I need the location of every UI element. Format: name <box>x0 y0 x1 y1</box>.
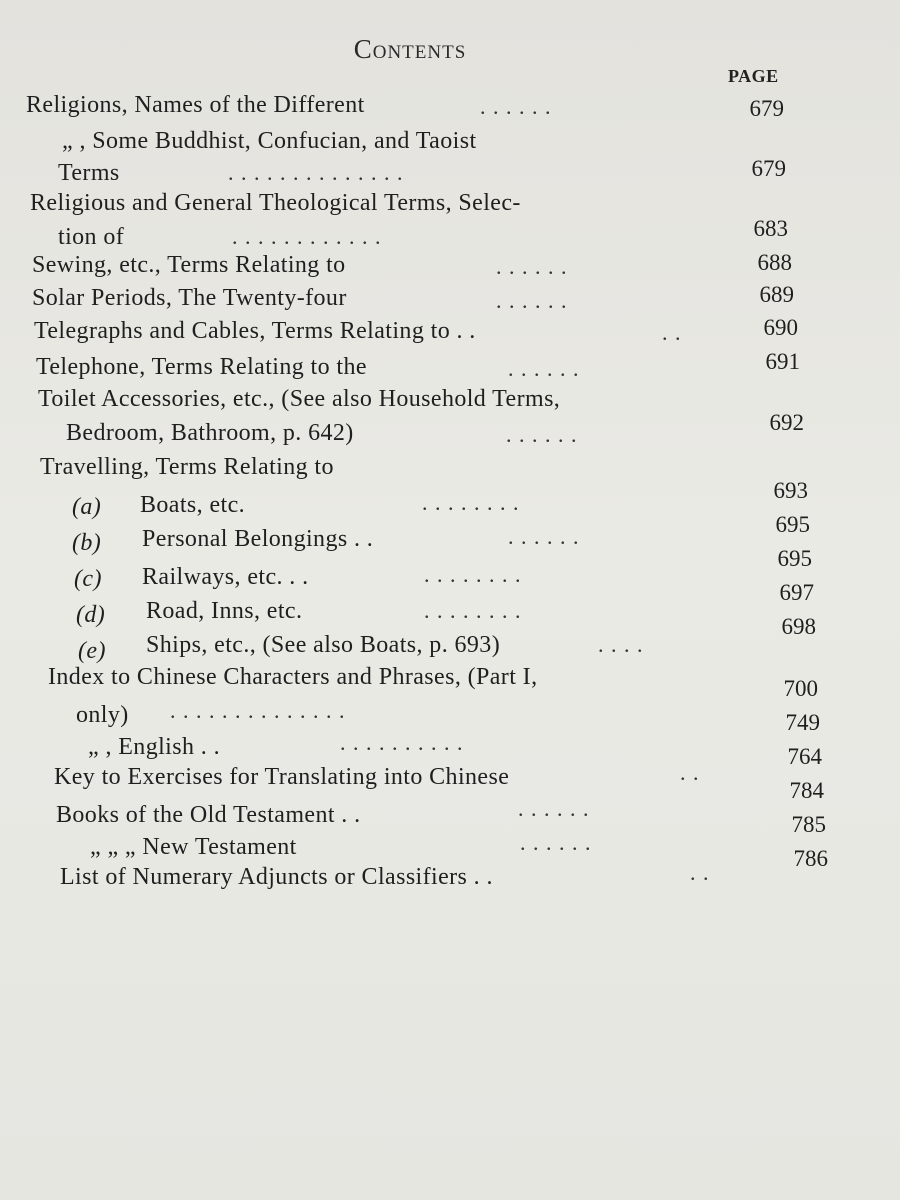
toc-page-number: 683 <box>753 216 788 241</box>
toc-entry-label: Religions, Names of the Different <box>26 92 365 118</box>
leader-dots: . . . . <box>598 632 644 657</box>
toc-page-number: 679 <box>751 156 786 181</box>
toc-entry-label-continued: Bedroom, Bathroom, p. 642) <box>66 420 354 446</box>
leader-dots: . . . . . . . . . . . . . . <box>228 160 404 185</box>
leader-dots: . . . . . . . . <box>424 598 522 623</box>
toc-entry-label-continued: tion of <box>58 224 125 250</box>
toc-entry-label: Religious and General Theological Terms, Selec- <box>30 190 521 216</box>
leader-dots: . . . . . . . . . . <box>340 730 464 755</box>
toc-entry-label: Ships, etc., (See also Boats, p. 693) <box>146 632 501 658</box>
leader-dots: . . . . . . . . . . . . . . <box>170 698 346 723</box>
leader-dots: . . . . . . <box>480 94 552 119</box>
toc-entry-label: Index to Chinese Characters and Phrases, (Part I, <box>48 664 538 690</box>
toc-page-number: 700 <box>783 676 818 701</box>
toc-entry-label: Telephone, Terms Relating to the <box>36 354 367 380</box>
toc-entry-label-continued: Terms <box>58 160 120 186</box>
toc-subentry-marker: (d) <box>76 602 106 628</box>
toc-subentry-marker: (e) <box>78 638 106 664</box>
toc-entry-label: Telegraphs and Cables, Terms Relating to . . <box>34 318 476 344</box>
toc-entry-label: „ , Some Buddhist, Confucian, and Taoist <box>62 128 477 154</box>
toc-page-number: 688 <box>757 250 792 275</box>
toc-entry-label: Road, Inns, etc. <box>146 598 303 624</box>
leader-dots: . . . . . . . . . . . . <box>232 224 382 249</box>
leader-dots: . . . . . . . . <box>424 562 522 587</box>
toc-page-number: 695 <box>777 546 812 571</box>
leader-dots: . . . . . . <box>506 422 578 447</box>
toc-page-number: 784 <box>789 778 824 803</box>
page-title: Contents <box>353 34 467 64</box>
toc-entry-label: Personal Belongings . . <box>142 526 374 552</box>
toc-page-number: 689 <box>759 282 794 307</box>
toc-page-number: 692 <box>769 410 804 435</box>
toc-entry-label: Key to Exercises for Translating into Chinese <box>54 764 510 790</box>
toc-subentry-marker: (b) <box>72 530 102 556</box>
page-column-label: PAGE <box>728 66 779 86</box>
toc-entry-label: Books of the Old Testament . . <box>56 802 361 828</box>
toc-page-number: 749 <box>785 710 820 735</box>
toc-subentry-marker: (c) <box>74 566 102 592</box>
toc-entry-label: Railways, etc. . . <box>142 564 309 590</box>
toc-page-number: 690 <box>763 315 798 340</box>
leader-dots: . . <box>662 320 682 345</box>
toc-page-number: 693 <box>773 478 808 503</box>
toc-entry-label: List of Numerary Adjuncts or Classifiers . . <box>60 864 493 890</box>
leader-dots: . . . . . . <box>508 524 580 549</box>
leader-dots: . . <box>680 760 700 785</box>
leader-dots: . . . . . . <box>518 796 590 821</box>
leader-dots: . . . . . . <box>508 356 580 381</box>
leader-dots: . . . . . . <box>496 288 568 313</box>
toc-entry-label: Solar Periods, The Twenty-four <box>32 285 347 311</box>
toc-entry-label: Sewing, etc., Terms Relating to <box>32 252 346 278</box>
toc-page-number: 764 <box>787 744 822 769</box>
leader-dots: . . <box>690 860 710 885</box>
toc-page-number: 691 <box>765 349 800 374</box>
toc-entry-label: Boats, etc. <box>140 492 246 518</box>
toc-page-number: 695 <box>775 512 810 537</box>
toc-entry-label: „ , English . . <box>88 734 220 760</box>
toc-entry-label: „ „ „ New Testament <box>90 834 297 860</box>
toc-entry-label-continued: only) <box>76 702 129 728</box>
toc-page-number: 698 <box>781 614 816 639</box>
toc-page-number: 697 <box>779 580 814 605</box>
leader-dots: . . . . . . . . <box>422 490 520 515</box>
leader-dots: . . . . . . <box>520 830 592 855</box>
toc-page-number: 786 <box>793 846 828 871</box>
toc-entry-label: Toilet Accessories, etc., (See also Household Terms, <box>38 386 561 412</box>
leader-dots: . . . . . . <box>496 254 568 279</box>
toc-page-number: 679 <box>749 96 784 121</box>
toc-page-number: 785 <box>791 812 826 837</box>
toc-subentry-marker: (a) <box>72 494 102 520</box>
toc-section-label: Travelling, Terms Relating to <box>40 454 334 480</box>
